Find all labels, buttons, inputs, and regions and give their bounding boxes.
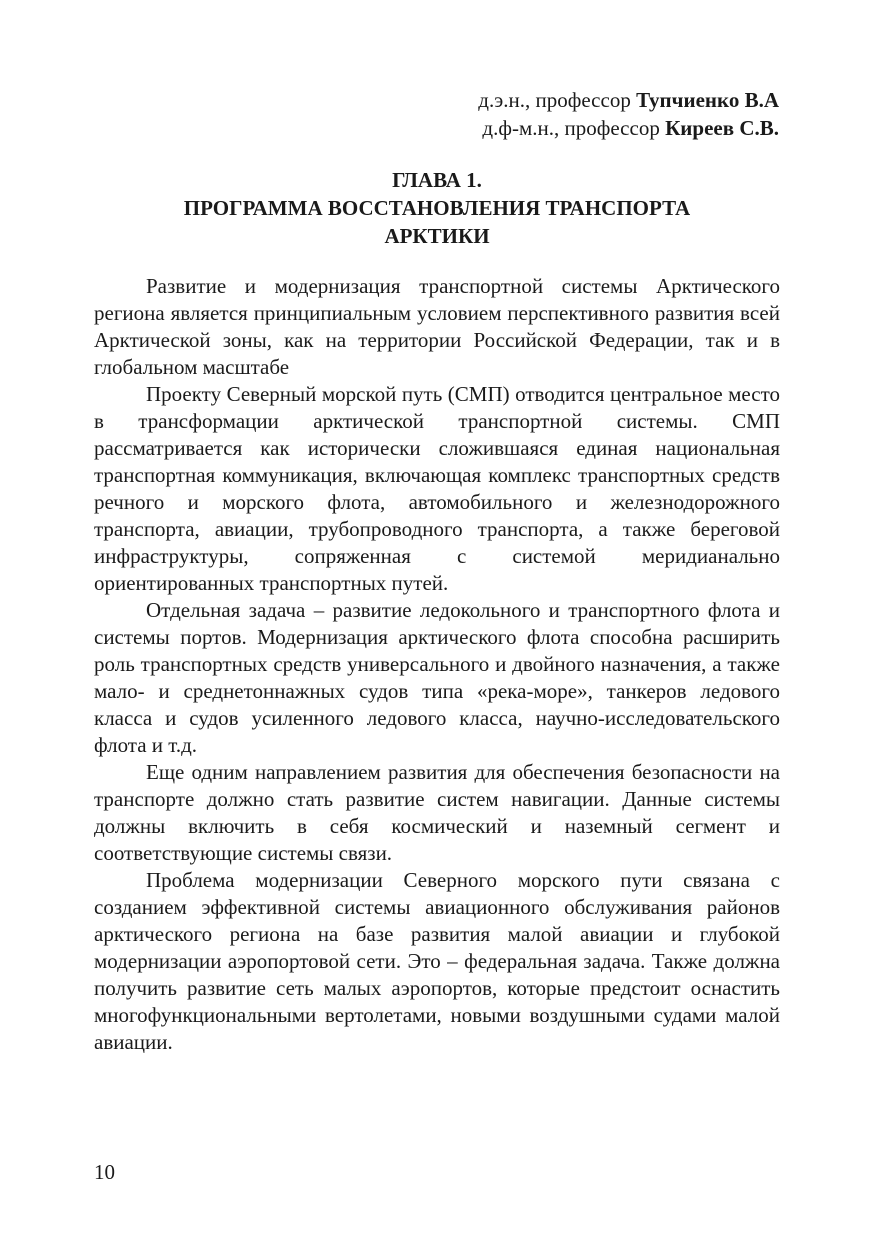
author-1-name: Тупчиенко В.А: [636, 88, 779, 112]
chapter-heading: [94, 166, 780, 250]
page-number: 10: [94, 1160, 115, 1184]
author-line-1: [478, 86, 779, 114]
paragraph-5: Проблема модернизации Северного морского пути связана с созданием эффективной системы авиационного обслуживания районов арктического региона на базе развития малой авиации и глубокой модернизации аэропортовой сети. Это – федеральная задача. Также должна получить развитие сеть малых аэропортов, которые предстоит оснастить многофункциональными вертолетами, новыми воздушными судами малой авиации.: [94, 868, 780, 1054]
author-2-title: д.ф-м.н., профессор: [482, 116, 666, 140]
chapter-title-line-1: ПРОГРАММА ВОССТАНОВЛЕНИЯ ТРАНСПОРТА: [183, 196, 691, 220]
author-2-name: Киреев С.В.: [665, 116, 779, 140]
paragraph-3: Отдельная задача – развитие ледокольного и транспортного флота и системы портов. Модернизация арктического флота способна расширить роль транспортных средств универсального и двойного назначения, а также мало- и среднетоннажных судов типа «река-море», танкеров ледового класса и судов усиленного ледового класса, научно-исследовательского флота и т.д.: [94, 598, 780, 757]
body-text: [94, 273, 780, 1056]
chapter-title-line-2: АРКТИКИ: [384, 224, 490, 248]
paragraph-2: Проекту Северный морской путь (СМП) отводится центральное место в трансформации арктической транспортной системы. СМП рассматривается как исторически сложившаяся единая национальная транспортная коммуникация, включающая комплекс транспортных средств речного и морского флота, автомобильного и железнодорожного транспорта, авиации, трубопроводного транспорта, а также береговой инфраструктуры, сопряженная с системой меридианально ориентированных транспортных путей.: [94, 382, 780, 595]
authors-block: [478, 86, 779, 142]
chapter-number: ГЛАВА 1.: [392, 168, 482, 192]
paragraph-1: Развитие и модернизация транспортной системы Арктического региона является принципиальным условием перспективного развития всей Арктической зоны, как на территории Российской Федерации, так и в глобальном масштабе: [94, 274, 780, 379]
author-1-title: д.э.н., профессор: [478, 88, 637, 112]
author-line-2: [478, 114, 779, 142]
paragraph-4: Еще одним направлением развития для обеспечения безопасности на транспорте должно стать развитие систем навигации. Данные системы должны включить в себя космический и наземный сегмент и соответствующие системы связи.: [94, 760, 780, 865]
